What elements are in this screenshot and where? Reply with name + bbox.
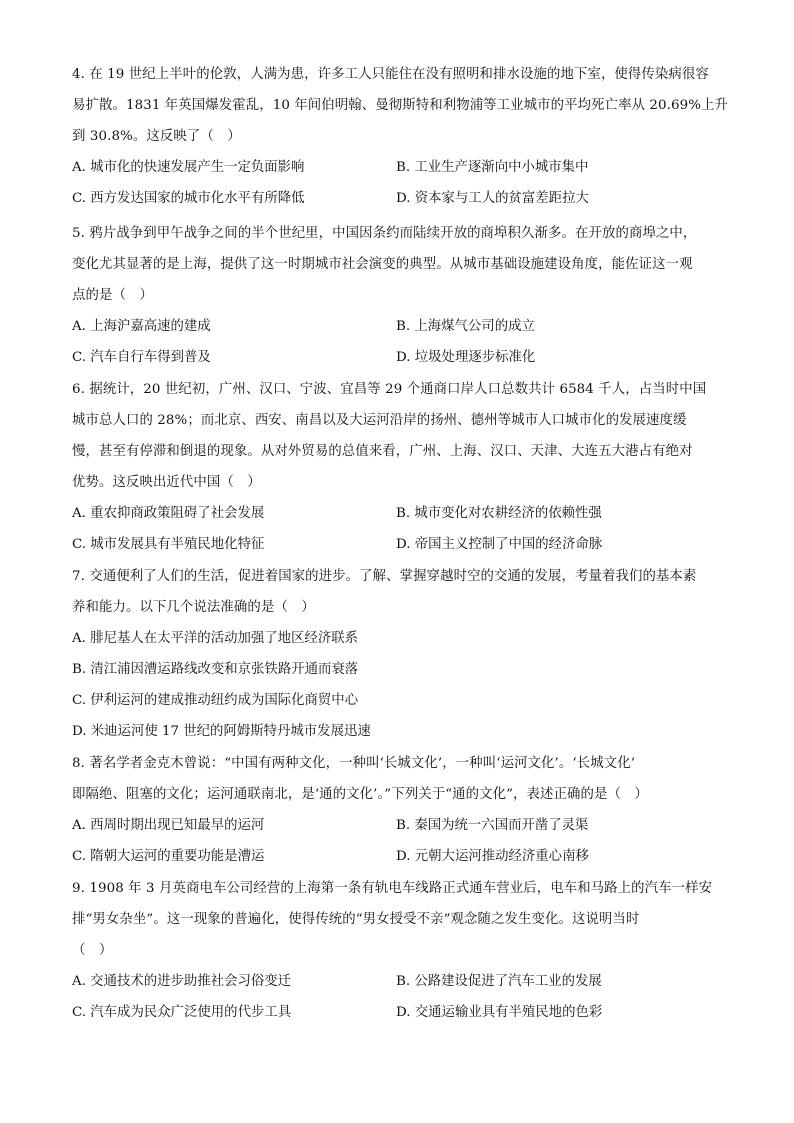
question-4 [72,59,732,214]
options-row [72,623,732,654]
option-d: D. 垃圾处理逐步标准化 [396,350,536,365]
option-b: B. 上海煤气公司的成立 [396,319,535,334]
option-c: C. 伊利运河的建成推动纽约成为国际化商贸中心 [72,693,359,708]
question-stem-line: 点的是（ ） [72,288,153,303]
question-stem-line: 7. 交通便利了人们的生活，促进着国家的进步。了解、掌握穿越时空的交通的发展，考量着我们的基本素 [72,569,697,584]
option-d: D. 帝国主义控制了中国的经济命脉 [396,537,603,552]
option-c: C. 西方发达国家的城市化水平有所降低 [72,191,305,206]
question-stem-line: 6. 据统计，20 世纪初，广州、汉口、宁波、宜昌等 29 个通商口岸人口总数共计 6584 千人，占当时中国 [72,382,707,397]
options-row [72,183,732,214]
options-row [72,342,732,373]
option-b: B. 清江浦因漕运路线改变和京张铁路开通而衰落 [72,662,359,677]
option-a: A. 上海沪嘉高速的建成 [72,319,211,334]
option-a: A. 重农抑商政策阻碍了社会发展 [72,506,265,521]
question-stem-line: 慢，甚至有停滞和倒退的现象。从对外贸易的总值来看，广州、上海、汉口、天津、大连五大港占有绝对 [72,444,693,459]
option-a: A. 交通技术的进步助推社会习俗变迁 [72,974,292,989]
option-a: A. 城市化的快速发展产生一定负面影响 [72,160,305,175]
options-row [72,966,732,997]
question-stem-line: 5. 鸦片战争到甲午战争之间的半个世纪里，中国因条约而陆续开放的商埠积久渐多。在开放的商埠之中， [72,226,697,241]
option-b: B. 公路建设促进了汽车工业的发展 [396,974,602,989]
option-c: C. 隋朝大运河的重要功能是漕运 [72,849,265,864]
option-d: D. 米迪运河使 17 世纪的阿姆斯特丹城市发展迅速 [72,724,371,739]
question-stem-line: （ ） [72,943,113,958]
question-stem-line: 易扩散。1831 年英国爆发霍乱，10 年间伯明翰、曼彻斯特和利物浦等工业城市的平均死亡率从 20.69%上升 [72,98,729,113]
question-stem-line: 变化尤其显著的是上海，提供了这一时期城市社会演变的典型。从城市基础设施建设角度，能佐证这一观 [72,257,693,272]
question-stem-line: 4. 在 19 世纪上半叶的伦敦，人满为患，许多工人只能住在没有照明和排水设施的地下室，使得传染病很容 [72,67,709,82]
option-a: A. 腓尼基人在太平洋的活动加强了地区经济联系 [72,631,358,646]
question-stem-line: 到 30.8%。这反映了（ ） [72,129,241,144]
option-a: A. 西周时期出现已知最早的运河 [72,818,265,833]
options-row [72,654,732,685]
question-stem-line: 9. 1908 年 3 月英商电车公司经营的上海第一条有轨电车线路正式通车营业后，电车和马路上的汽车一样安 [72,881,713,896]
option-d: D. 元朝大运河推动经济重心南移 [396,849,589,864]
options-row [72,997,732,1028]
options-row [72,810,732,841]
question-5 [72,218,732,373]
option-d: D. 资本家与工人的贫富差距拉大 [396,191,589,206]
options-row [72,498,732,529]
question-stem-line: 优势。这反映出近代中国（ ） [72,475,261,490]
question-stem-line: 即隔绝、阻塞的文化；运河通联南北，是‘通的文化’。”下列关于“通的文化”，表述正确的是（ ） [72,787,648,802]
question-8 [72,748,732,872]
question-9 [72,873,732,1028]
question-stem-line: 城市总人口的 28%；而北京、西安、南昌以及大运河沿岸的扬州、德州等城市人口城市化的发展速度缓 [72,413,687,428]
option-b: B. 城市变化对农耕经济的依赖性强 [396,506,602,521]
option-b: B. 秦国为统一六国而开凿了灵渠 [396,818,589,833]
options-row [72,152,732,183]
option-c: C. 城市发展具有半殖民地化特征 [72,537,265,552]
options-row [72,841,732,872]
question-7 [72,561,732,747]
question-stem-line: 8. 著名学者金克木曾说：“中国有两种文化，一种叫‘长城文化’，一种叫‘运河文化’。‘长城文化’ [72,756,636,771]
options-row [72,529,732,560]
option-c: C. 汽车自行车得到普及 [72,350,211,365]
question-6 [72,374,732,560]
option-d: D. 交通运输业具有半殖民地的色彩 [396,1005,603,1020]
option-c: C. 汽车成为民众广泛使用的代步工具 [72,1005,292,1020]
question-stem-line: 养和能力。以下几个说法准确的是（ ） [72,600,315,615]
options-row [72,685,732,716]
option-b: B. 工业生产逐渐向中小城市集中 [396,160,589,175]
options-row [72,716,732,747]
options-row [72,311,732,342]
question-stem-line: 排“男女杂坐”。这一现象的普遍化，使得传统的“男女授受不亲”观念随之发生变化。这说明当时 [72,912,640,927]
